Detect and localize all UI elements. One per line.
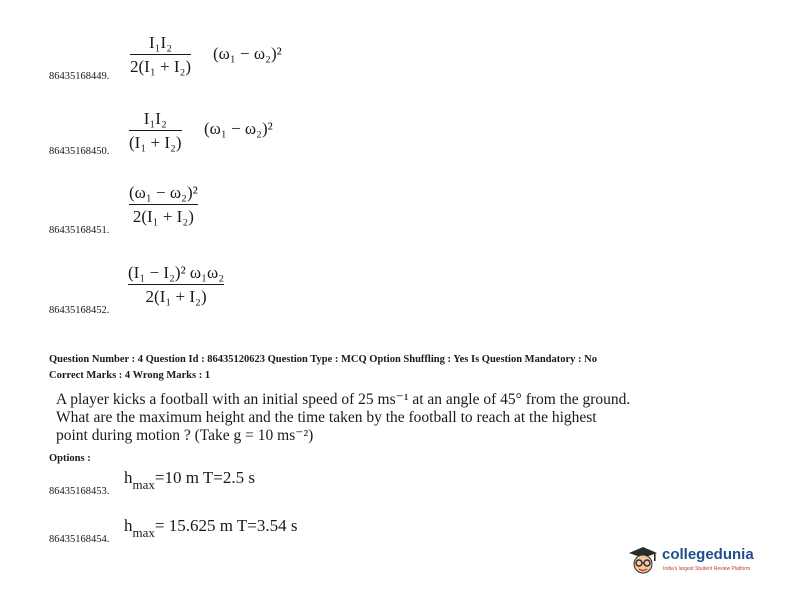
option-451-fraction [129,183,198,227]
options-label: Options : [49,453,91,464]
option-449-denominator: 2(I₁ + I₂) [130,57,192,76]
option-449-fraction [130,33,191,77]
answer-option-454-id: 86435168454. [49,534,110,545]
option-449-factor: (ω₁ − ω₂)² [213,44,282,63]
answer-option-453-id: 86435168453. [49,486,110,497]
option-451-id: 86435168451. [49,225,110,236]
h-symbol: h [124,516,133,535]
option-450-denominator: (I₁ + I₂) [129,133,182,152]
option-450-factor: (ω₁ − ω₂)² [204,119,273,138]
fraction-bar [129,204,198,205]
option-452-denominator: 2(I₁ + I₂) [145,287,207,306]
option-452-numerator: (I₁ − I₂)² ω₁ω₂ [128,263,225,282]
graduate-mascot-icon [626,544,660,578]
question-text-line2: What are the maximum height and the time taken by the football to reach at the highest [56,409,597,426]
fraction-bar [129,130,182,131]
question-meta-line2: Correct Marks : 4 Wrong Marks : 1 [49,370,211,381]
option-449-numerator: I₁I₂ [148,33,173,52]
question-text-line3: point during motion ? (Take g = 10 ms⁻²) [56,427,314,444]
answer-value: = 15.625 m T=3.54 s [154,516,298,535]
question-text-line1: A player kicks a football with an initial speed of 25 ms⁻¹ at an angle of 45° from the ground. [56,391,631,408]
option-450-numerator: I₁I₂ [143,109,167,128]
option-449-id: 86435168449. [49,71,110,82]
collegedunia-logo [626,542,766,578]
h-symbol: h [124,468,133,487]
fraction-bar [130,54,191,55]
option-452-id: 86435168452. [49,305,110,316]
h-subscript: max [132,525,155,540]
option-450-id: 86435168450. [49,146,110,157]
option-451-numerator: (ω₁ − ω₂)² [129,183,198,202]
answer-option-454 [124,516,298,540]
option-451-denominator: 2(I₁ + I₂) [132,207,194,226]
answer-option-453 [124,468,255,492]
option-450-fraction [129,109,182,153]
question-meta-line1: Question Number : 4 Question Id : 86435120623 Question Type : MCQ Option Shuffling : Yes Is Question Mandatory : No [49,354,597,365]
fraction-bar [128,284,224,285]
brand-tagline: India's largest Student Review Platform [663,566,751,572]
option-452-fraction [128,263,224,307]
h-subscript: max [132,477,155,492]
answer-value: =10 m T=2.5 s [154,468,255,487]
brand-name: collegedunia [662,546,754,563]
